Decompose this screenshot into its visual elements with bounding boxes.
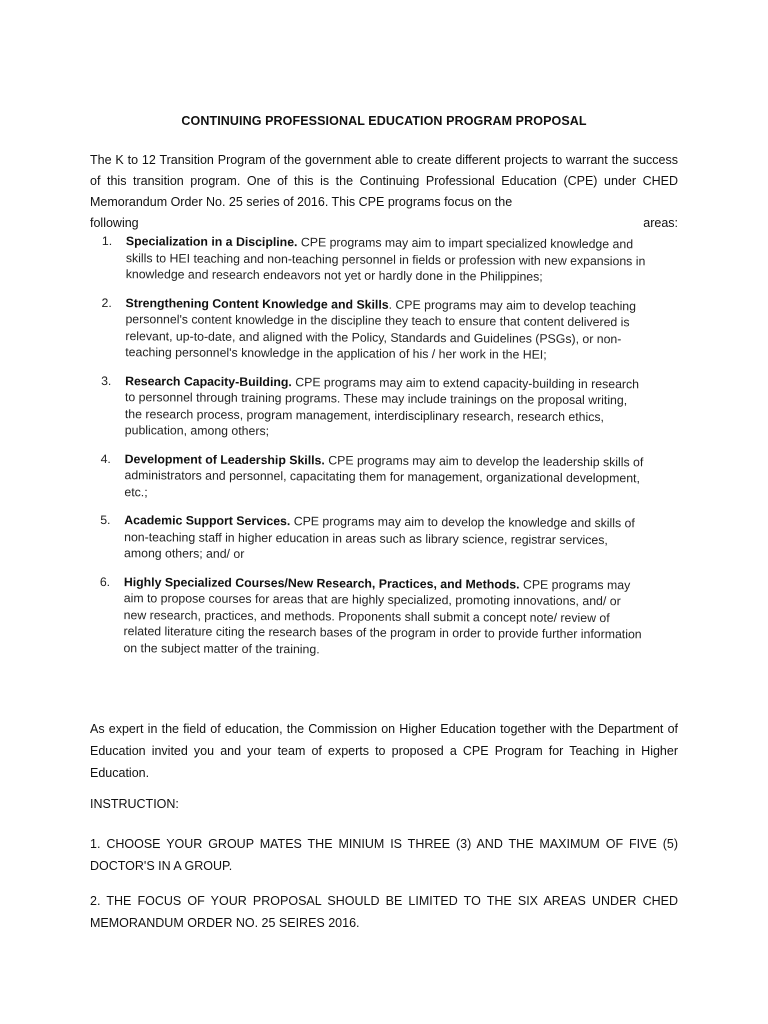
area-text: CPE programs may aim to extend capacity-building in research to personnel through training programs. These may include trainings on the proposal writing, the research process, program management, interdisciplinary research, research ethics, publication, among others; (124, 374, 640, 439)
area-heading: Highly Specialized Courses/New Research, Practices, and Methods. (123, 574, 520, 592)
area-number: 1. (101, 234, 113, 249)
scanned-areas-list (97, 233, 648, 671)
instruction-item-2: 2. THE FOCUS OF YOUR PROPOSAL SHOULD BE LIMITED TO THE SIX AREAS UNDER CHED MEMORANDUM ORDER NO. 25 SEIRES 2016. (90, 894, 678, 930)
intro-paragraph (90, 150, 678, 234)
intro-text: The K to 12 Transition Program of the government able to create different projects to warrant the success of this transition program. One of this is the Continuing Professional Education (CPE) under CHED Memorandum Order No. 25 series of 2016. This CPE programs focus on the (90, 153, 678, 209)
area-body (126, 233, 648, 286)
area-text: . CPE programs may aim to develop teaching personnel's content knowledge in the discipline they teach to ensure that content delivered is relevant, up-to-date, and aligned with the Policy, Standards and Guidelines (PSGs), or non-teaching personnel's knowledge in the application of his / her work in the HEI; (125, 297, 637, 362)
area-heading: Strengthening Content Knowledge and Skills (125, 295, 389, 312)
area-body (125, 295, 647, 364)
area-heading: Research Capacity-Building. (125, 373, 292, 389)
area-item-1 (100, 233, 648, 286)
area-body (123, 574, 645, 660)
area-heading: Academic Support Services. (124, 513, 291, 529)
area-item-3 (99, 372, 647, 441)
area-heading: Specialization in a Discipline. (125, 234, 298, 250)
area-body (125, 373, 647, 442)
area-number: 5. (100, 513, 111, 528)
intro-last-right: areas: (643, 216, 678, 230)
area-item-2 (99, 294, 647, 363)
document-title: CONTINUING PROFESSIONAL EDUCATION PROGRAM PROPOSAL (181, 114, 587, 128)
area-item-4 (98, 450, 646, 503)
area-number: 3. (101, 373, 112, 388)
area-item-5 (98, 512, 646, 565)
area-text: CPE programs may aim to develop the leadership skills of administrators and personnel, capacitating them for management, organizational development, etc.; (124, 452, 644, 499)
area-body (124, 512, 646, 565)
instruction-item-1: 1. CHOOSE YOUR GROUP MATES THE MINIUM IS THREE (3) AND THE MAXIMUM OF FIVE (5) DOCTOR'S IN A GROUP. (90, 837, 678, 873)
area-text: CPE programs may aim to develop the knowledge and skills of non-teaching staff in higher education in areas such as library science, registrar services, among others; and/ or (124, 514, 635, 561)
area-text: CPE programs may aim to propose courses for areas that are highly specialized, promoting innovations, and/ or new research, practices, and methods. Proponents shall submit a concept note/ review of related literature citing the research bases of the program in order to provide further information on the subject matter of the training. (123, 577, 642, 656)
area-item-6 (97, 573, 645, 659)
outro-paragraph: As expert in the field of education, the Commission on Higher Education together with the Department of Education invited you and your team of experts to proposed a CPE Program for Teaching in Higher Education. (90, 722, 678, 780)
area-body (124, 451, 646, 504)
area-heading: Development of Leadership Skills. (124, 451, 325, 467)
area-number: 6. (99, 574, 111, 589)
area-text: CPE programs may aim to impart specialized knowledge and skills to HEI teaching and non-teaching personnel in fields or profession with new expansions in knowledge and research endeavors not yet or hardly done in the Philippines; (125, 235, 646, 284)
area-number: 2. (101, 295, 112, 310)
intro-last-line (90, 213, 678, 234)
area-number: 4. (100, 451, 111, 466)
intro-last-left: following (90, 216, 139, 230)
instruction-label: INSTRUCTION: (90, 797, 179, 811)
